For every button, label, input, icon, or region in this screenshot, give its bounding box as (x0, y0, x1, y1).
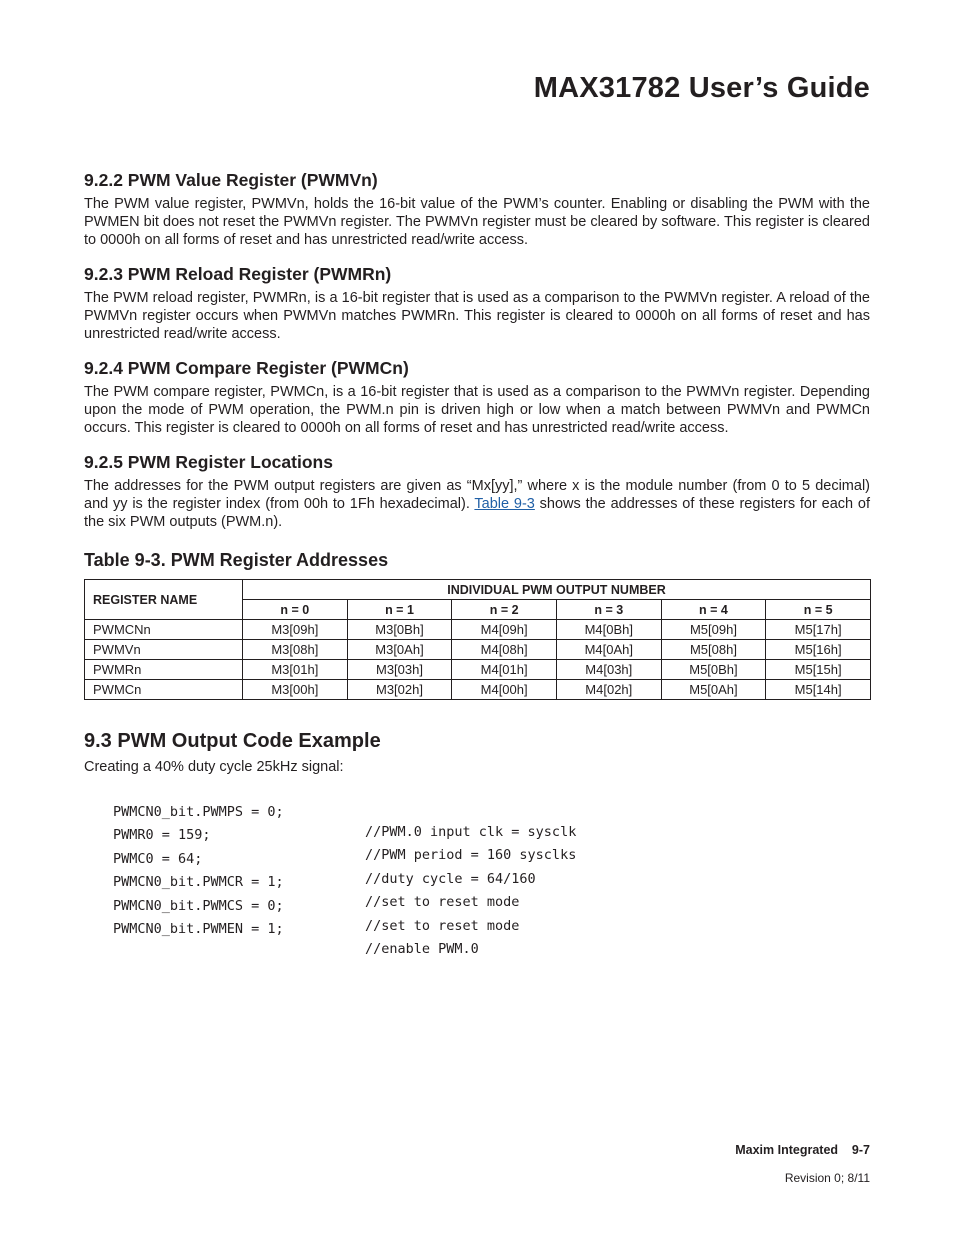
section-body: The PWM reload register, PWMRn, is a 16-bit register that is used as a comparison to the PWMVn register. A reload of the PWMVn register occurs when PWMVn matches PWMRn. This register is cleared to 0000h on all forms of reset and has unrestricted read/write access. (84, 290, 870, 342)
address-cell: M4[00h] (452, 680, 557, 700)
section-pwm-value-register (84, 169, 870, 249)
address-cell: M3[03h] (347, 660, 452, 680)
table-title: Table 9-3. PWM Register Addresses (84, 550, 389, 570)
register-name-cell: PWMCNn (85, 620, 243, 640)
section-pwm-reload-register (84, 263, 870, 343)
address-cell: M3[01h] (243, 660, 348, 680)
address-cell: M5[15h] (766, 660, 871, 680)
code-statement: PWMCN0_bit.PWMCS = 0; (113, 897, 284, 914)
register-name-cell: PWMVn (85, 640, 243, 660)
address-cell: M3[0Ah] (347, 640, 452, 660)
address-cell: M5[16h] (766, 640, 871, 660)
code-comment: //set to reset mode (365, 894, 520, 911)
code-statement: PWMCN0_bit.PWMPS = 0; (113, 804, 284, 820)
document-page (84, 0, 870, 1235)
code-statement: PWMR0 = 159; (113, 827, 211, 844)
code-statement: PWMC0 = 64; (113, 850, 203, 867)
table-row (85, 640, 871, 660)
address-cell: M3[00h] (243, 680, 348, 700)
column-header: n = 2 (452, 600, 557, 620)
section-heading: 9.2.2 PWM Value Register (PWMVn) (84, 170, 378, 190)
code-comment: //set to reset mode (365, 917, 520, 934)
register-name-cell: PWMRn (85, 660, 243, 680)
document-title: MAX31782 User’s Guide (533, 72, 870, 104)
address-cell: M3[08h] (243, 640, 348, 660)
section-body (84, 477, 870, 531)
address-cell: M4[08h] (452, 640, 557, 660)
section-pwm-compare-register (84, 357, 870, 437)
code-example-heading: 9.3 PWM Output Code Example (84, 730, 381, 752)
address-cell: M4[03h] (556, 660, 661, 680)
code-comment: //PWM.0 input clk = sysclk (365, 824, 577, 840)
pwm-register-address-table (84, 579, 871, 700)
code-statement: PWMCN0_bit.PWMEN = 1; (113, 920, 284, 937)
address-cell: M3[0Bh] (347, 620, 452, 640)
table-row (85, 660, 871, 680)
body-text-after-link: shows the addresses of these registers for each of the six PWM outputs (PWM.n). (84, 496, 870, 530)
section-heading: 9.2.3 PWM Reload Register (PWMRn) (84, 264, 392, 284)
column-header: n = 4 (661, 600, 766, 620)
section-body: The PWM compare register, PWMCn, is a 16-bit register that is used as a comparison to the PWMVn register. Depending upon the mode of PWM operation, the PWM.n pin is driven high or low when a match between PWMVn and PWMCn occurs. This register is cleared to 0000h on all forms of reset and has unrestricted read/write access. (84, 384, 870, 436)
address-cell: M3[09h] (243, 620, 348, 640)
register-name-header: REGISTER NAME (85, 580, 243, 620)
footer-revision: Revision 0; 8/11 (784, 1171, 870, 1185)
section-heading: 9.2.5 PWM Register Locations (84, 452, 333, 472)
code-block (113, 782, 633, 957)
address-cell: M4[0Ah] (556, 640, 661, 660)
column-header: n = 3 (556, 600, 661, 620)
address-cell: M4[09h] (452, 620, 557, 640)
code-comment: //PWM period = 160 sysclks (365, 847, 577, 864)
address-cell: M4[0Bh] (556, 620, 661, 640)
address-cell: M5[08h] (661, 640, 766, 660)
code-statement: PWMCN0_bit.PWMCR = 1; (113, 874, 284, 891)
register-name-cell: PWMCn (85, 680, 243, 700)
address-cell: M4[02h] (556, 680, 661, 700)
address-cell: M5[14h] (766, 680, 871, 700)
table-row (85, 680, 871, 700)
body-text-before-link: The addresses for the PWM output registers are given as “Mx[yy],” where x is the module number (from 0 to 5 decimal) and yy is the register index (from 00h to 1Fh hexadecimal). (84, 478, 870, 512)
table-9-3-link[interactable]: Table 9-3 (474, 496, 535, 512)
address-cell: M5[0Ah] (661, 680, 766, 700)
address-cell: M3[02h] (347, 680, 452, 700)
output-number-group-header: INDIVIDUAL PWM OUTPUT NUMBER (243, 580, 871, 600)
code-comment: //enable PWM.0 (365, 940, 479, 957)
footer-company-page: Maxim Integrated 9-7 (735, 1143, 870, 1157)
column-header: n = 1 (347, 600, 452, 620)
section-pwm-register-locations (84, 451, 870, 531)
section-heading: 9.2.4 PWM Compare Register (PWMCn) (84, 358, 409, 378)
address-cell: M5[09h] (661, 620, 766, 640)
address-cell: M4[01h] (452, 660, 557, 680)
code-example-intro: Creating a 40% duty cycle 25kHz signal: (84, 759, 344, 775)
address-cell: M5[0Bh] (661, 660, 766, 680)
table-row (85, 620, 871, 640)
code-comment: //duty cycle = 64/160 (365, 870, 536, 887)
section-body: The PWM value register, PWMVn, holds the 16-bit value of the PWM’s counter. Enabling or disabling the PWM with the PWMEN bit does not reset the PWMVn register. The PWMVn register must be cleared by software. This register is cleared to 0000h on all forms of reset and has unrestricted read/write access. (84, 196, 870, 248)
address-cell: M5[17h] (766, 620, 871, 640)
column-header: n = 0 (243, 600, 348, 620)
column-header: n = 5 (766, 600, 871, 620)
